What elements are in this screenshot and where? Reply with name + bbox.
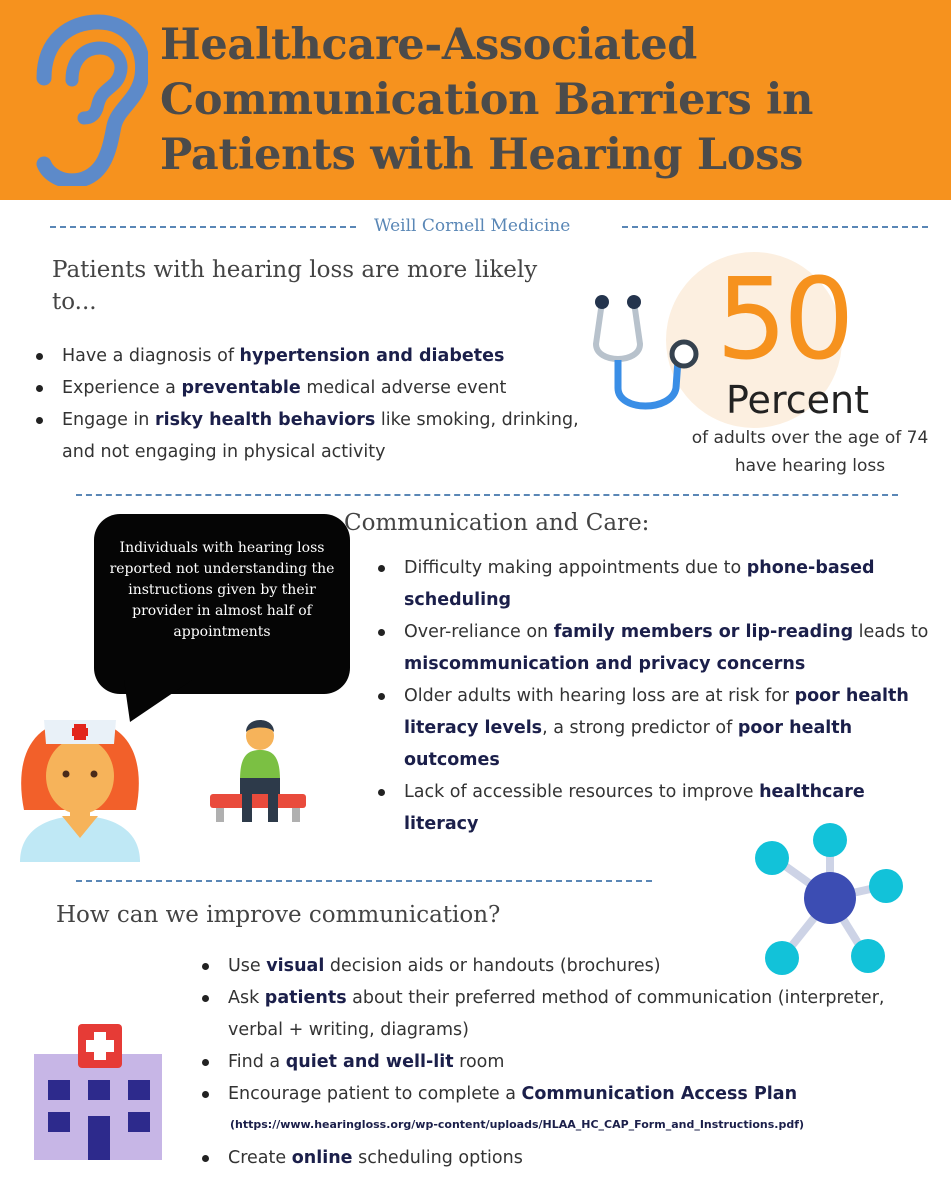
stat-caption: of adults over the age of 74 have hearing loss <box>691 428 929 476</box>
stat-unit: Percent <box>726 378 869 422</box>
list-item: Experience a preventable medical adverse event <box>36 372 606 404</box>
organization-label: Weill Cornell Medicine <box>374 216 571 236</box>
quote-text: Individuals with hearing loss reported not understanding the instructions given by their provider in almost half of appointments <box>109 540 335 640</box>
divider <box>50 226 356 228</box>
communication-heading: Communication and Care: <box>344 510 650 536</box>
page-title: Healthcare-Associated Communication Barriers in Patients with Hearing Loss <box>160 20 814 180</box>
communication-list <box>378 552 938 840</box>
stat-value: 50 <box>716 255 851 385</box>
stethoscope-icon <box>580 292 720 416</box>
list-item: Find a quiet and well-lit room <box>202 1046 932 1078</box>
nurse-icon <box>14 700 148 862</box>
divider <box>622 226 928 228</box>
list-item: Over-reliance on family members or lip-reading leads to miscommunication and privacy concerns <box>378 616 938 680</box>
list-item: Lack of accessible resources to improve healthcare literacy <box>378 776 938 840</box>
hospital-icon <box>34 1020 164 1160</box>
seated-patient-icon <box>210 714 310 826</box>
list-item: Older adults with hearing loss are at risk for poor health literacy levels, a strong predictor of poor health outcomes <box>378 680 938 776</box>
cap-form-url: (https://www.hearingloss.org/wp-content/uploads/HLAA_HC_CAP_Form_and_Instructions.pdf) <box>230 1118 805 1131</box>
list-item: Create online scheduling options <box>202 1142 932 1174</box>
divider <box>76 880 652 882</box>
list-item: Engage in risky health behaviors like smoking, drinking, and not engaging in physical activity <box>36 404 606 468</box>
list-item: Ask patients about their preferred method of communication (interpreter, verbal + writing, diagrams) <box>202 982 932 1046</box>
risk-list <box>36 340 606 468</box>
improve-heading: How can we improve communication? <box>56 902 501 928</box>
divider <box>76 494 898 496</box>
list-item: Encourage patient to complete a Communication Access Plan <box>202 1078 932 1110</box>
list-item: Use visual decision aids or handouts (brochures) <box>202 950 932 982</box>
intro-heading: Patients with hearing loss are more likely to... <box>52 257 538 315</box>
improve-list <box>202 950 932 1174</box>
list-item: Difficulty making appointments due to phone-based scheduling <box>378 552 938 616</box>
header-banner <box>0 0 951 200</box>
list-item: Have a diagnosis of hypertension and diabetes <box>36 340 606 372</box>
ear-icon <box>28 14 148 186</box>
